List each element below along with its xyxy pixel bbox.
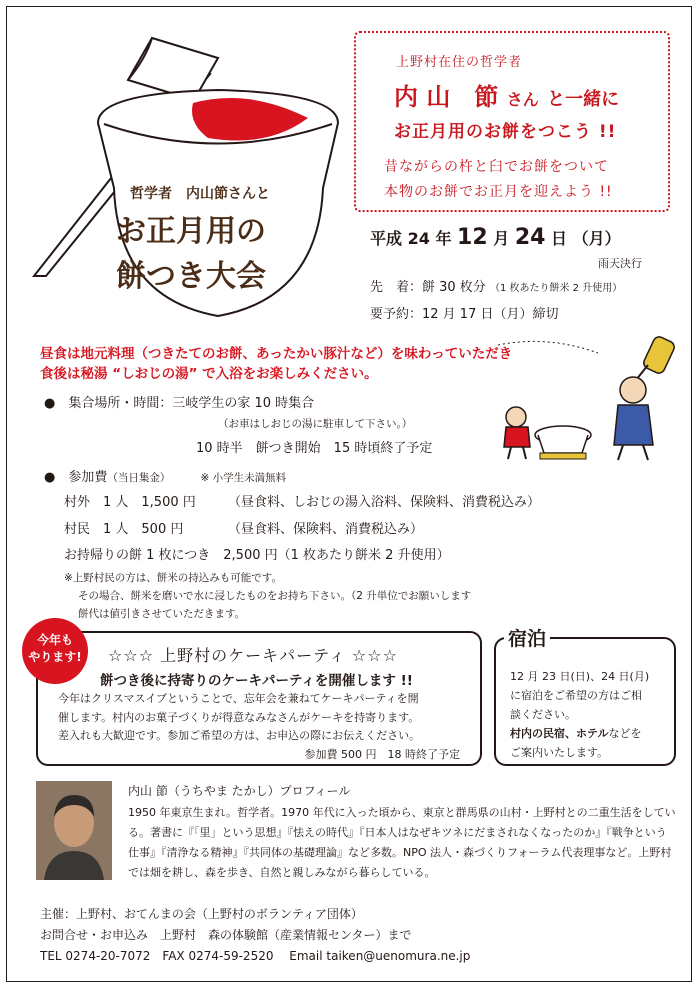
meeting-schedule: 10 時半 餅つき開始 15 時頃終了予定: [196, 441, 433, 456]
lunch-line1: 昼食は地元料理（つきたてのお餅、あったかい豚汁など）を味わっていただき: [40, 346, 513, 362]
intro-name: 内 山 節: [394, 83, 499, 111]
fee-takeaway: お持帰りの餅 1 枚につき 2,500 円（1 枚あたり餅米 2 升使用）: [64, 548, 450, 563]
usu-mortar-icon: [535, 426, 591, 459]
fee-note1: ※上野村民の方は、餅米の持込みも可能です。: [64, 572, 282, 584]
capacity: [370, 276, 622, 295]
date-weekday: （月）: [572, 229, 621, 248]
fee-outside: 村外 1 人 1,500 円: [64, 495, 196, 510]
date-nen: 年: [435, 229, 452, 248]
fee-heading: [44, 466, 286, 485]
fee-label-note: （当日集金）: [107, 472, 171, 484]
date-year: 24: [407, 229, 430, 248]
fee-note3: 餅代は値引きさせていただきます。: [78, 608, 246, 620]
title-line2: 餅つき大会: [116, 259, 266, 294]
footer-contact: [40, 904, 470, 967]
stay-line3: 談ください。: [510, 708, 576, 721]
party-body3: 差入れも大歓迎です。参加ご希望の方は、お申込の際にお伝えください。: [58, 729, 421, 742]
intro-with: と一緒に: [547, 89, 620, 110]
stay-line4b: などを: [608, 727, 642, 740]
fee-outside-note: （昼食料、しおじの湯入浴料、保険料、消費税込み）: [228, 495, 541, 510]
intro-san: さん: [506, 90, 539, 109]
fee-villager: 村民 1 人 500 円: [64, 522, 184, 537]
profile-title: 内山 節（うちやま たかし）プロフィール: [128, 784, 351, 798]
mortar-illustration: [18, 28, 363, 338]
lunch-info: [40, 344, 512, 384]
fee-free-note: ※ 小学生未満無料: [200, 472, 287, 484]
reservation: 要予約：12 月 17 日（月）締切: [370, 307, 559, 322]
title-line1: お正月用の: [116, 214, 266, 249]
stay-line5: ご案内いたします。: [510, 746, 609, 759]
stay-line4a: 村内の民宿、ホテル: [510, 727, 609, 740]
party-badge: [22, 618, 88, 684]
fee-note2: その場合、餅米を磨いで水に浸したものをお持ち下さい。（2 升単位でお願いします: [78, 590, 472, 602]
stay-line4: [510, 724, 649, 743]
stay-line2: に宿泊をご希望の方はご相: [510, 689, 642, 702]
mochi-pounding-illustration: [478, 335, 688, 465]
lunch-line2: 食後は秘湯 “しおじの湯” で入浴をお楽しみください。: [40, 366, 378, 382]
footer-inquiry: お問合せ・お申込み 上野村 森の体験館（産業情報センター）まで: [40, 928, 412, 942]
date-era: 平成: [370, 229, 403, 248]
date-getsu: 月: [493, 229, 510, 248]
party-body: [58, 690, 420, 746]
fee-villager-note: （昼食料、保険料、消費税込み）: [228, 522, 424, 537]
cake-party-box: [36, 631, 482, 766]
stay-body: [510, 667, 649, 762]
badge-line2: やります!: [28, 650, 82, 664]
event-date: [370, 225, 621, 250]
party-title: ☆☆☆ 上野村のケーキパーティ ☆☆☆: [108, 646, 398, 665]
rain-notice: 雨天決行: [598, 257, 642, 270]
man-figure-icon: [614, 377, 653, 460]
stay-box: [494, 637, 676, 766]
party-subtitle: 餅つき後に持寄りのケーキパーティを開催します !!: [100, 673, 413, 689]
party-body1: 今年はクリスマスイブということで、忘年会を兼ねてケーキパーティを開: [58, 692, 419, 705]
title-subtitle: 哲学者 内山節さんと: [130, 186, 270, 202]
date-month: 12: [457, 225, 488, 250]
portrait-icon: [36, 781, 112, 880]
intro-line1: 上野村在住の哲学者: [396, 55, 523, 70]
capacity-note: （1 枚あたり餅米 2 升使用）: [489, 283, 623, 294]
date-nichi: 日: [551, 229, 568, 248]
stay-line1: 12 月 23 日(日)、24 日(月): [510, 670, 650, 683]
profile-photo: [36, 781, 112, 880]
footer-tel-email: TEL 0274-20-7072 FAX 0274-59-2520 Email taiken@uenomura.ne.jp: [40, 949, 471, 963]
intro-line5: 本物のお餅でお正月を迎えよう !!: [384, 184, 613, 200]
party-body2: 催します。村内のお菓子づくりが得意なみなさんがケーキを持寄ります。: [58, 710, 420, 724]
fee-label: ● 参加費: [44, 470, 108, 485]
date-day: 24: [514, 225, 546, 250]
capacity-label: 先 着：餅 30 枚分: [370, 280, 486, 295]
meeting-label: ● 集合場所・時間：三岐学生の家 10 時集合: [44, 396, 315, 411]
stay-title: 宿泊: [504, 624, 550, 651]
badge-line1: 今年も: [36, 633, 73, 647]
meeting-note: （お車はしおじの湯に駐車して下さい。）: [218, 418, 413, 430]
intro-name-line: [394, 77, 619, 112]
footer-organizer: 主催：上野村、おてんまの会（上野村のボランティア団体）: [40, 907, 363, 921]
profile-body: 1950 年東京生まれ。哲学者。1970 年代に入った頃から、東京と群馬県の山村・上野村との二重生活をしている。著書に『「里」という思想』『怯えの時代』『日本人はなぜキツネにだまされなくなったのか』『戦争という仕事』『清浄なる精神』『共同体の基礎理論』など多数。NPO 法人・森づくりフォーラム代表理事など。上野村では畑を耕し、森を歩き、自然と親しみながら暮らしている。: [128, 806, 676, 879]
intro-line3: お正月用のお餅をつこう !!: [394, 122, 617, 142]
party-fee: 参加費 500 円 18 時終了予定: [304, 748, 460, 761]
intro-tagline: [384, 155, 613, 205]
intro-line4: 昔ながらの杵と臼でお餅をついて: [384, 159, 609, 175]
child-figure-icon: [504, 407, 530, 459]
intro-box: [354, 31, 670, 212]
